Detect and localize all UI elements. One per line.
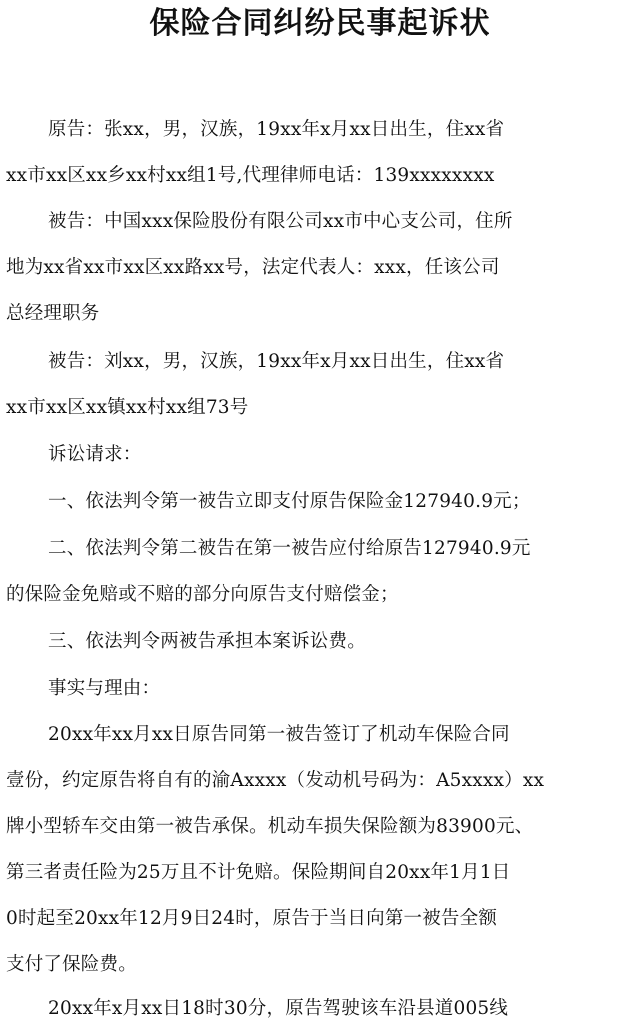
claim-1: 一、依法判令第一被告立即支付原告保险金127940.9元； [48, 491, 531, 512]
defendant2-line-2: xx市xx区xx镇xx村xx组73号 [6, 397, 249, 418]
claim-3: 三、依法判令两被告承担本案诉讼费。 [48, 631, 366, 652]
claim-2-line-1: 二、依法判令第二被告在第一被告应付给原告127940.9元 [48, 538, 531, 559]
document-title: 保险合同纠纷民事起诉状 [149, 6, 491, 41]
facts-line-6: 支付了保险费。 [6, 954, 137, 975]
plaintiff-line-1: 原告：张xx，男，汉族，19xx年x月xx日出生，住xx省 [48, 119, 505, 140]
facts-line-3: 牌小型轿车交由第一被告承保。机动车损失保险额为83900元、 [6, 816, 534, 837]
defendant2-line-1: 被告：刘xx，男，汉族，19xx年x月xx日出生，住xx省 [48, 351, 505, 372]
claim-2-line-2: 的保险金免赔或不赔的部分向原告支付赔偿金； [6, 584, 399, 605]
facts-line-5: 0时起至20xx年12月9日24时，原告于当日向第一被告全额 [6, 908, 498, 929]
facts-line-1: 20xx年xx月xx日原告同第一被告签订了机动车保险合同 [48, 724, 510, 745]
facts-line-7: 20xx年x月xx日18时30分，原告驾驶该车沿县道005线 [48, 998, 509, 1019]
defendant1-line-1: 被告：中国xxx保险股份有限公司xx市中心支公司，住所 [48, 211, 513, 232]
facts-heading: 事实与理由： [48, 678, 161, 699]
facts-line-4: 第三者责任险为25万且不计免赔。保险期间自20xx年1月1日 [6, 862, 511, 883]
defendant1-line-2: 地为xx省xx市xx区xx路xx号，法定代表人：xxx，任该公司 [6, 257, 500, 278]
claims-heading: 诉讼请求： [48, 444, 142, 465]
plaintiff-line-2: xx市xx区xx乡xx村xx组1号,代理律师电话：139xxxxxxxx [6, 165, 495, 186]
facts-line-2: 壹份，约定原告将自有的渝Axxxx（发动机号码为：A5xxxx）xx [6, 770, 545, 791]
defendant1-line-3: 总经理职务 [6, 303, 100, 324]
